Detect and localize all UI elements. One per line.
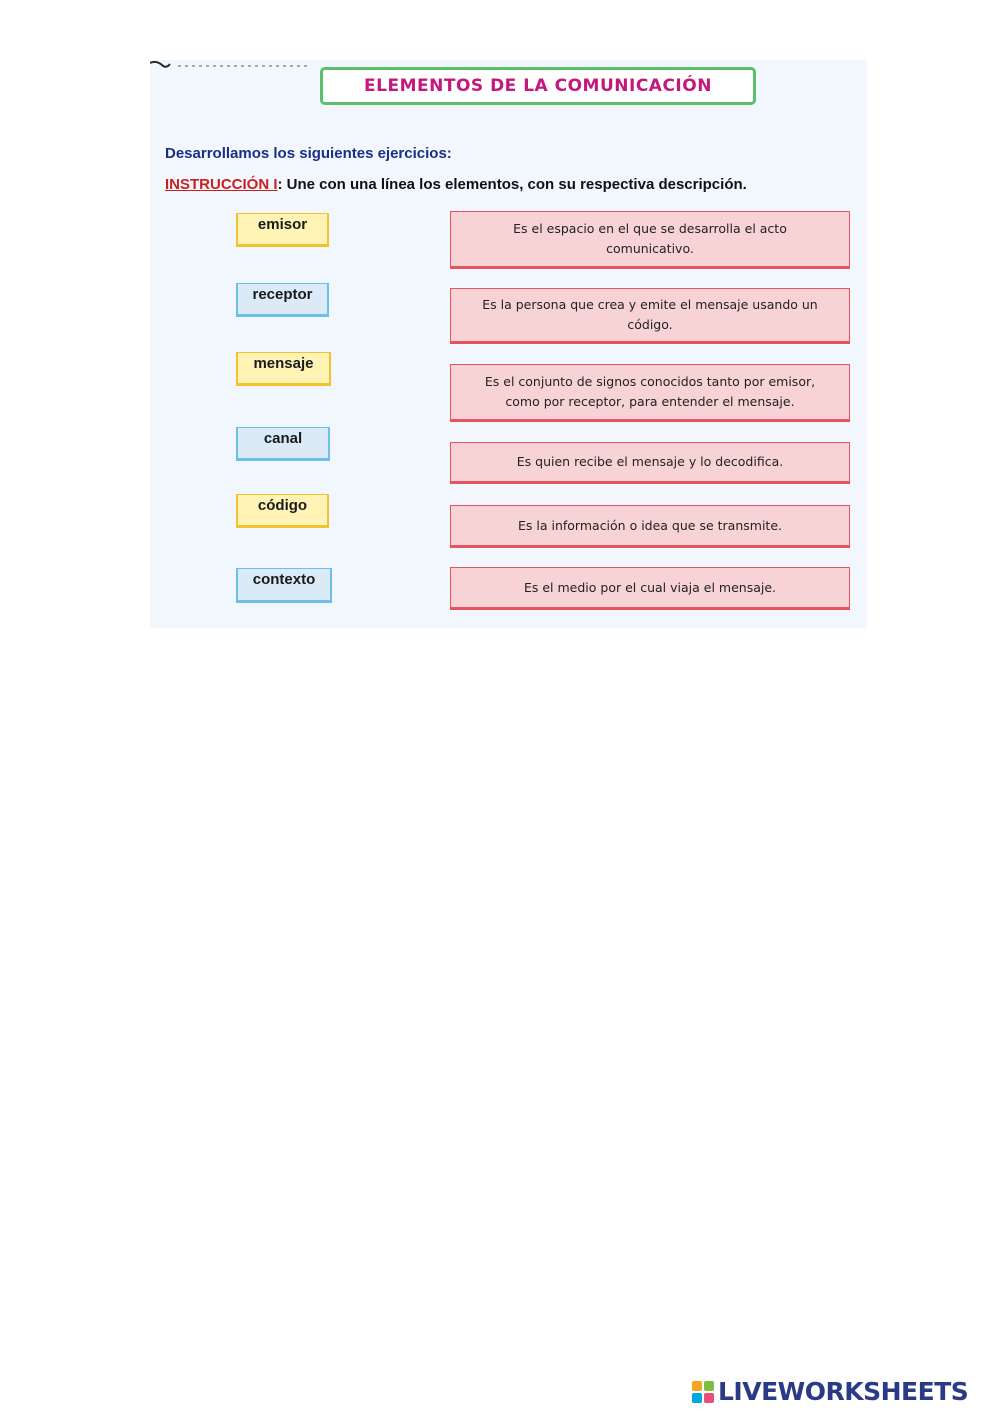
description-6[interactable]: Es el medio por el cual viaja el mensaje. — [450, 567, 850, 610]
description-4[interactable]: Es quien recibe el mensaje y lo decodifica. — [450, 442, 850, 484]
liveworksheets-logo — [692, 1377, 968, 1406]
instruction-label: INSTRUCCIÓN I — [165, 176, 278, 193]
liveworksheets-logo-icon — [692, 1381, 714, 1403]
term-canal[interactable]: canal — [236, 427, 330, 461]
description-3[interactable]: Es el conjunto de signos conocidos tanto por emisor, como por receptor, para entender el mensaje. — [450, 364, 850, 422]
instruction-line — [165, 176, 747, 193]
description-5[interactable]: Es la información o idea que se transmite. — [450, 505, 850, 548]
term-mensaje[interactable]: mensaje — [236, 352, 331, 386]
instruction-text: : Une con una línea los elementos, con su respectiva descripción. — [277, 176, 747, 193]
description-2[interactable]: Es la persona que crea y emite el mensaje usando un código. — [450, 288, 850, 344]
logo-square-2 — [704, 1381, 714, 1391]
term-codigo[interactable]: código — [236, 494, 329, 528]
logo-square-3 — [692, 1393, 702, 1403]
term-emisor[interactable]: emisor — [236, 213, 329, 247]
description-1[interactable]: Es el espacio en el que se desarrolla el acto comunicativo. — [450, 211, 850, 269]
page-title: ELEMENTOS DE LA COMUNICACIÓN — [320, 67, 756, 105]
exercise-subtitle: Desarrollamos los siguientes ejercicios: — [165, 145, 452, 162]
logo-square-4 — [704, 1393, 714, 1403]
worksheet-image — [150, 60, 867, 628]
brand-name: LIVEWORKSHEETS — [718, 1377, 969, 1406]
logo-square-1 — [692, 1381, 702, 1391]
corner-decoration — [150, 60, 330, 72]
term-contexto[interactable]: contexto — [236, 568, 332, 603]
term-receptor[interactable]: receptor — [236, 283, 329, 317]
